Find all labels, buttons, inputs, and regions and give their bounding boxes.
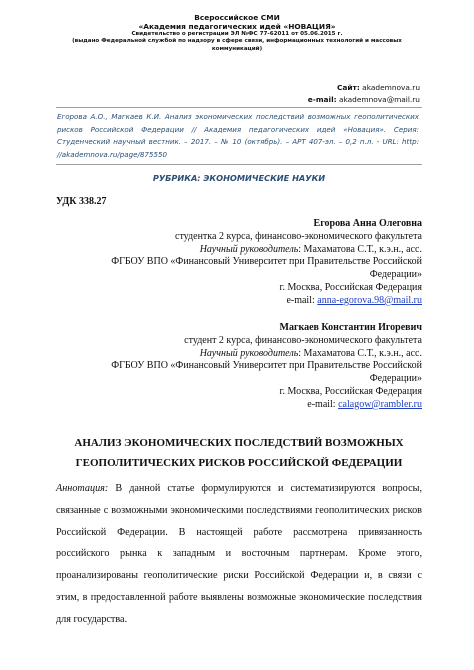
author-email-label: e-mail: (286, 294, 318, 306)
author-email-line (82, 295, 422, 308)
author-advisor (82, 348, 422, 361)
author-city: г. Москва, Российская Федерация (279, 385, 422, 397)
author-email-link[interactable]: calagow@rambler.ru (338, 398, 422, 410)
article-title: АНАЛИЗ ЭКОНОМИЧЕСКИХ ПОСЛЕДСТВИЙ ВОЗМОЖНЫХ ГЕОПОЛИТИЧЕСКИХ РИСКОВ РОССИЙСКОЙ ФЕДЕРАЦИИ (74, 437, 404, 469)
author-email-label: e-mail: (307, 398, 339, 410)
divider-top (56, 107, 422, 108)
abstract (56, 478, 422, 631)
site-label: Сайт: (336, 83, 360, 92)
masthead-issuer: (выдано Федеральной службой по надзору в сфере связи, информационных технологий и массовых коммуникаций) (72, 38, 402, 52)
author-name: Магкаев Константин Игоревич (279, 322, 422, 333)
abstract-label: Аннотация: (56, 483, 109, 494)
abstract-text: В данной статье формулируются и систематизируются вопросы, связанные с возможными экономическими последствиями геополитических рисков Российской Федерации. В настоящей работе рассмотрена привязанность российского рынка к западным и восточным партнерам. Кроме этого, проанализированы геополитические риски Российской Федерации и, в связи с этим, в предоставленной работе выявлены возможные экономические последствия для государства. (56, 483, 422, 625)
masthead (60, 13, 414, 53)
author-organization: ФГБОУ ВПО «Финансовый Университет при Правительстве Российской Федерации» (111, 360, 422, 385)
masthead-registration: Свидетельство о регистрации ЭЛ №ФС 77-62011 от 05.06.2015 г. (131, 31, 343, 37)
rubric: РУБРИКА: ЭКОНОМИЧЕСКИЕ НАУКИ (152, 173, 326, 183)
masthead-journal-name: «Академия педагогических идей «НОВАЦИЯ» (138, 22, 336, 31)
udk-code: УДК 338.27 (56, 196, 107, 207)
author-name: Егорова Анна Олеговна (313, 218, 422, 229)
advisor-label: Научный руководитель (199, 243, 299, 255)
advisor-value: : Махаматова С.Т., к.э.н., асс. (298, 243, 422, 255)
citation: Егорова А.О., Магкаев К.И. Анализ экономических последствий возможных геополитических рисков Российской Федерации // Академия педагогических идей «Новация». Серия: Студенческий научный вестник. – 2017. – № 10 (октябрь). – АРТ 407-эл. – 0,2 п.л. - URL: http: //akademnova.ru/page/875550 (57, 112, 419, 159)
masthead-media-type: Всероссийское СМИ (194, 13, 280, 22)
author-email-line (82, 399, 422, 412)
advisor-value: : Махаматова С.Т., к.э.н., асс. (298, 347, 422, 359)
author-status: студентка 2 курса, финансово-экономического факультета (175, 230, 422, 242)
divider-bottom (56, 164, 422, 165)
author-organization: ФГБОУ ВПО «Финансовый Университет при Правительстве Российской Федерации» (111, 256, 422, 281)
author-block-2 (82, 322, 422, 412)
email-line (308, 94, 420, 106)
email-label: e-mail: (307, 95, 337, 104)
author-status: студент 2 курса, финансово-экономического факультета (184, 334, 422, 346)
contacts-block (308, 82, 420, 106)
author-advisor (82, 244, 422, 257)
email-link[interactable]: akademnova@mail.ru (338, 95, 420, 104)
advisor-label: Научный руководитель (199, 347, 299, 359)
site-line (308, 82, 420, 94)
author-email-link[interactable]: anna-egorova.98@mail.ru (317, 294, 422, 306)
author-city: г. Москва, Российская Федерация (279, 281, 422, 293)
author-block-1 (82, 218, 422, 308)
site-link[interactable]: akademnova.ru (362, 83, 420, 92)
